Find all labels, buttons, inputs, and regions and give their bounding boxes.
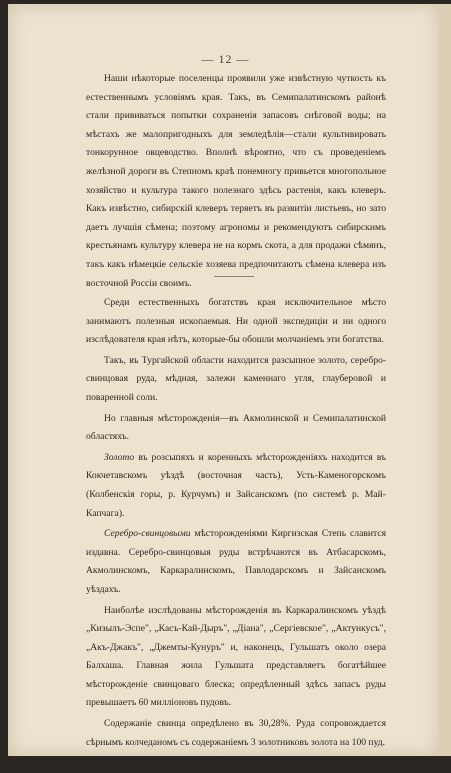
paragraph-text: мѣсторожденiями Киргизская Степь славится издавна. Серебро-свинцовыя руды встрѣчаются въ Атбасарскомъ, Акмолинскомъ, Каркаралинскомъ, Павлодарскомъ и Зайсанскомъ уѣздахъ. xyxy=(86,528,386,595)
page-edge xyxy=(439,4,451,756)
paragraph xyxy=(86,525,386,599)
section-1 xyxy=(86,70,386,293)
paragraph: Содержанiе свинца опредѣлено въ 30,28%. Руда сопровождается сѣрнымъ колчеданомъ съ содержанiемъ 3 золотниковъ золота на 100 пуд. xyxy=(86,718,386,748)
paragraph: Наши нѣкоторые поселенцы проявили уже извѣстную чуткость къ естественнымъ условiямъ края. Такъ, въ Семипалатинскомъ районѣ стали прививаться попытки сохраненiя запасовъ снѣговой воды; на мѣстахъ же малопригодныхъ для земледѣлiя—стали культивировать тонкорунное овцеводство. Вполнѣ вѣроятно, что съ проведенiемъ желѣзной дороги въ Степномъ краѣ понемногу привьется многопольное хозяйство и культура такого полезнаго здѣсь растенiя, какъ клеверъ. Какъ извѣстно, сибирскiй клеверъ теряетъ въ развитiи листьевъ, но зато даетъ лучшiя сѣмена; поэтому агрономы и рекомендуютъ сибирскимъ крестьянамъ культуру клевера не на кормъ скота, а для продажи сѣмянъ, такъ какъ нѣмецкiе сельскiе хозяева предпочитаютъ сѣмена клевера изъ восточной Россiи своимъ. xyxy=(86,73,386,289)
paragraph-text: въ розсыпяхъ и коренныхъ мѣсторожденiяхъ находится въ Кокчетавскомъ уѣздѣ (восточная часть), Усть-Каменогорскомъ (Колбенскiя горы, р. Курчумъ) и Зайсанскомъ (по системѣ р. Май-Капчага). xyxy=(86,451,386,519)
paragraph: Добыча пока—ничтожна: нѣсколько тысячъ пудовъ. xyxy=(104,757,318,769)
paragraph: Наиболѣе изслѣдованы мѣсторожденiя въ Каркаралинскомъ уѣздѣ „Кизылъ-Эспе", „Касъ-Кай-Дыръ", „Дiана", „Сергiевское", „Актункусъ", „Акъ-Джакъ", „Джемты-Кунуръ" и, наконецъ, Гульшатъ около озера Балхаша. Главная жила Гульшата представляетъ богатѣйшее мѣсторожденiе свинцоваго блеска; опредѣленный здѣсь запасъ руды превышаетъ 60 миллiоновъ пудовъ. xyxy=(86,604,386,709)
paragraph: Такъ, въ Тургайской области находится разсыпное золото, серебро-свинцовая руда, мѣдная, залежи каменнаго угля, глауберовой и поваренной соли. xyxy=(86,354,386,403)
paragraph: Среди естественныхъ богатствъ края исключительное мѣсто занимаютъ полезныя ископаемыя. Ни одной экспедицiи и ни одного изслѣдователя края нѣтъ, которые-бы обошли молчанiемъ эти богатства. xyxy=(86,297,386,346)
paragraph: Но главныя мѣсторожденiя—въ Акмолинской и Семипалатинской областяхъ. xyxy=(86,412,386,443)
page-number: — 12 — xyxy=(201,52,250,66)
section-separator xyxy=(214,276,254,277)
paragraph xyxy=(86,449,386,523)
section-2 xyxy=(86,294,386,773)
emphasis: Золото xyxy=(104,451,135,463)
emphasis: Серебро-свинцовыми xyxy=(104,528,191,540)
